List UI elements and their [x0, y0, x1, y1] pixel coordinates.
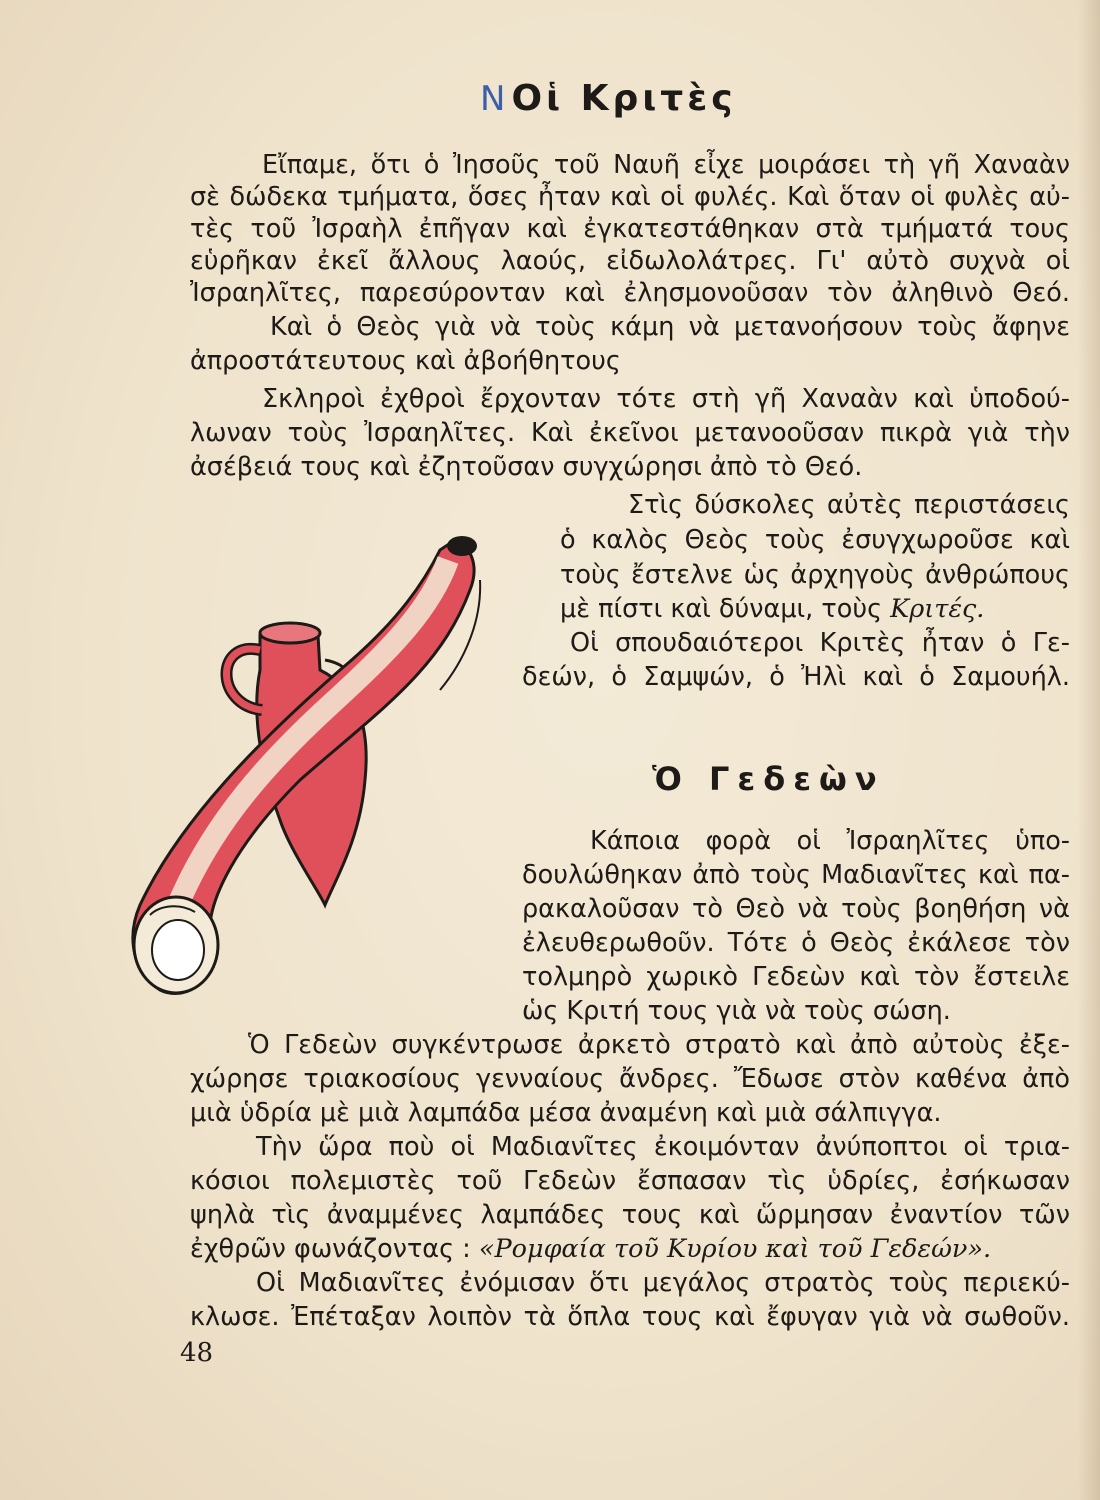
body-line: ἀπροστάτευτους καὶ ἀβοήθητους: [190, 346, 621, 376]
body-line: χώρησε τριακοσίους γενναίους ἄνδρες. Ἔδωσε στὸν καθένα ἀπὸ: [190, 1064, 1070, 1094]
body-line: ἐλευθερωθοῦν. Τότε ὁ Θεὸς ἐκάλεσε τὸν: [522, 928, 1070, 958]
body-line: λωναν τοὺς Ἰσραηλῖτες. Καὶ ἐκεῖνοι μετανοοῦσαν πικρὰ γιὰ τὴν: [190, 418, 1070, 448]
body-line: ἀσέβειά τους καὶ ἐζητοῦσαν συγχώρησι ἀπὸ τὸ Θεό.: [190, 452, 863, 482]
page-edge-shadow: [1078, 0, 1100, 1500]
body-line: τοὺς ἔστελνε ὡς ἀρχηγοὺς ἀνθρώπους: [560, 560, 1070, 590]
body-line: ὡς Κριτή τους γιὰ νὰ τοὺς σώση.: [522, 996, 951, 1026]
body-line: Σκληροὶ ἐχθροὶ ἔρχονταν τότε στὴ γῆ Χαναὰν καὶ ὑποδού-: [262, 384, 1070, 414]
trumpet-icon: [133, 536, 480, 993]
section-subheading: Ὁ Γεδεὼν: [652, 760, 885, 798]
body-line: μιὰ ὑδρία μὲ μιὰ λαμπάδα μέσα ἀναμένη καὶ μιὰ σάλπιγγα.: [190, 1098, 942, 1128]
battle-cry-quote: «Ρομφαία τοῦ Κυρίου καὶ τοῦ Γεδεών».: [478, 1234, 992, 1264]
title-text: Οἱ Κριτὲς: [511, 78, 737, 119]
body-line: Οἱ σπουδαιότεροι Κριτὲς ἦταν ὁ Γε-: [570, 628, 1070, 658]
body-line: εὑρῆκαν ἐκεῖ ἄλλους λαούς, εἰδωλολάτρες. Γι' αὐτὸ συχνὰ οἱ: [190, 246, 1070, 276]
body-line: ρακαλοῦσαν τὸ Θεὸ νὰ τοὺς βοηθήση νὰ: [522, 894, 1070, 924]
body-line: τὲς τοῦ Ἰσραὴλ ἐπῆγαν καὶ ἐγκατεστάθηκαν στὰ τμήματά τους: [190, 214, 1070, 244]
body-line: δουλώθηκαν ἀπὸ τοὺς Μαδιανῖτες καὶ πα-: [522, 860, 1070, 890]
body-line: σὲ δώδεκα τμήματα, ὅσες ἦταν καὶ οἱ φυλές. Καὶ ὅταν οἱ φυλὲς αὐ-: [190, 182, 1070, 212]
body-line: ψηλὰ τὶς ἀναμμένες λαμπάδες τους καὶ ὥρμησαν ἐναντίον τῶν: [190, 1200, 1070, 1230]
body-line: Τὴν ὥρα ποὺ οἱ Μαδιανῖτες ἐκοιμόνταν ἀνύποπτοι οἱ τρια-: [256, 1132, 1070, 1162]
body-line: κλωσε. Ἐπέταξαν λοιπὸν τὰ ὅπλα τους καὶ ἔφυγαν γιὰ νὰ σωθοῦν.: [190, 1302, 1070, 1332]
page-title: [480, 78, 800, 119]
body-line: Ἰσραηλῖτες, παρεσύρονταν καὶ ἐλησμονοῦσαν τὸν ἀληθινὸ Θεό.: [190, 278, 1070, 308]
body-line: Στὶς δύσκολες αὐτὲς περιστάσεις: [628, 490, 1070, 520]
body-line: δεών, ὁ Σαμψών, ὁ Ἠλὶ καὶ ὁ Σαμουήλ.: [522, 662, 1070, 692]
body-line: Οἱ Μαδιανῖτες ἐνόμισαν ὅτι μεγάλος στρατὸς τοὺς περιεκύ-: [256, 1268, 1070, 1298]
page-number: 48: [180, 1338, 214, 1368]
body-line: Ὁ Γεδεὼν συγκέντρωσε ἀρκετὸ στρατὸ καὶ ἀπὸ αὐτοὺς ἐξε-: [248, 1030, 1070, 1060]
body-line: τολμηρὸ χωρικὸ Γεδεὼν καὶ τὸν ἔστειλε: [522, 962, 1070, 992]
italic-word: Κριτές.: [890, 594, 985, 624]
handwritten-mark: N: [480, 79, 510, 119]
line-text: μὲ πίστι καὶ δύναμι, τοὺς: [560, 594, 883, 624]
jar-and-trumpet-illustration: [120, 520, 500, 1020]
body-line-with-italic: [560, 594, 984, 624]
body-line: Εἴπαμε, ὅτι ὁ Ἰησοῦς τοῦ Ναυῆ εἶχε μοιράσει τὴ γῆ Χαναὰν: [262, 150, 1070, 180]
line-text: ἐχθρῶν φωνάζοντας :: [190, 1234, 471, 1264]
body-line: Καὶ ὁ Θεὸς γιὰ νὰ τοὺς κάμη νὰ μετανοήσουν τοὺς ἄφηνε: [270, 312, 1070, 342]
body-line: κόσιοι πολεμιστὲς τοῦ Γεδεὼν ἔσπασαν τὶς ὑδρίες, ἐσήκωσαν: [190, 1166, 1070, 1196]
body-line: Κάποια φορὰ οἱ Ἰσραηλῖτες ὑπο-: [590, 826, 1070, 856]
body-line-with-quote: [190, 1234, 1070, 1264]
body-line: ὁ καλὸς Θεὸς τοὺς ἐσυγχωροῦσε καὶ: [560, 525, 1070, 555]
